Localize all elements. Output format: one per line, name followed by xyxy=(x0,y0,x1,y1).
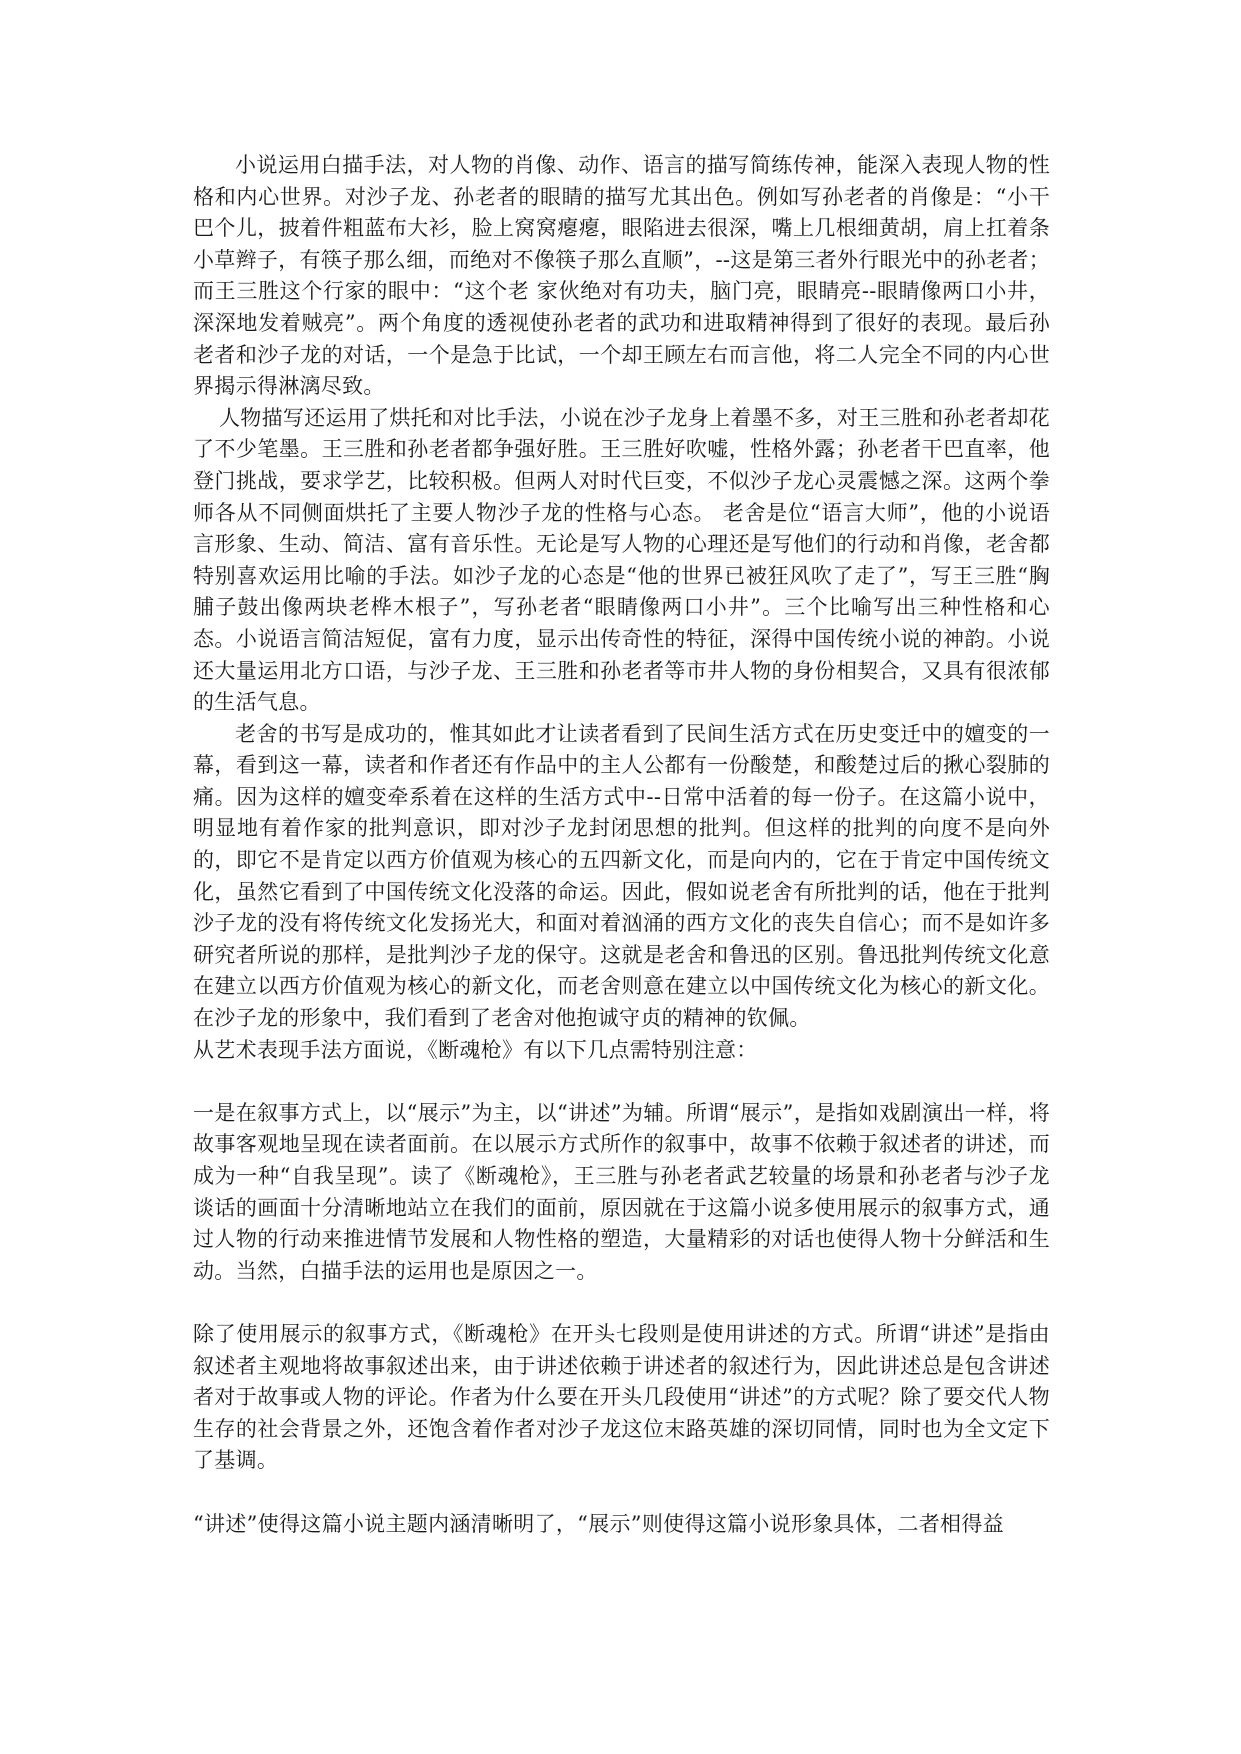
paragraph-2: 人物描写还运用了烘托和对比手法，小说在沙子龙身上着墨不多，对王三胜和孙老者却花了不少笔墨。王三胜和孙老者都争强好胜。王三胜好吹嘘，性格外露；孙老者干巴直率，他登门挑战，要求学艺，比较积极。但两人对时代巨变，不似沙子龙心灵震憾之深。这两个拳师各从不同侧面烘托了主要人物沙子龙的性格与心态。 老舍是位“语言大师”，他的小说语言形象、生动、简洁、富有音乐性。无论是写人物的心理还是写他们的行动和肖像，老舍都特别喜欢运用比喻的手法。如沙子龙的心态是“他的世界已被狂风吹了走了”，写王三胜“胸脯子鼓出像两块老桦木根子”，写孙老者“眼睛像两口小井”。三个比喻写出三种性格和心态。小说语言简洁短促，富有力度，显示出传奇性的特征，深得中国传统小说的神韵。小说还大量运用北方口语，与沙子龙、王三胜和孙老者等市井人物的身份相契合，又具有很浓郁的生活气息。 xyxy=(193,405,1050,715)
paragraph-1: 小说运用白描手法，对人物的肖像、动作、语言的描写简练传神，能深入表现人物的性格和内心世界。对沙子龙、孙老者的眼睛的描写尤其出色。例如写孙老者的肖像是：“小干巴个儿，披着件粗蓝布大衫，脸上窝窝瘪瘪，眼陷进去很深，嘴上几根细黄胡，肩上扛着条小草辫子，有筷子那么细，而绝对不像筷子那么直顺”，--这是第三者外行眼光中的孙老者；而王三胜这个行家的眼中：“这个老 家伙绝对有功夫，脑门亮，眼睛亮--眼睛像两口小井，深深地发着贼亮”。两个角度的透视使孙老者的武功和进取精神得到了很好的表现。最后孙老者和沙子龙的对话，一个是急于比试，一个却王顾左右而言他，将二人完全不同的内心世界揭示得淋漓尽致。 xyxy=(193,153,1050,399)
paragraph-7: “讲述”使得这篇小说主题内涵清晰明了，“展示”则使得这篇小说形象具体，二者相得益 xyxy=(193,1511,1004,1536)
paragraph-4: 从艺术表现手法方面说，《断魂枪》有以下几点需特别注意： xyxy=(193,1037,758,1062)
paragraph-6: 除了使用展示的叙事方式，《断魂枪》在开头七段则是使用讲述的方式。所谓“讲述”是指由叙述者主观地将故事叙述出来，由于讲述依赖于讲述者的叙述行为，因此讲述总是包含讲述者对于故事或人物的评论。作者为什么要在开头几段使用“讲述”的方式呢？除了要交代人物生存的社会背景之外，还饱含着作者对沙子龙这位末路英雄的深切同情，同时也为全文定下了基调。 xyxy=(193,1321,1050,1473)
document-page xyxy=(193,150,1050,1540)
paragraph-5: 一是在叙事方式上，以“展示”为主，以“讲述”为辅。所谓“展示”，是指如戏剧演出一样，将故事客观地呈现在读者面前。在以展示方式所作的叙事中，故事不依赖于叙述者的讲述，而成为一种“自我呈现”。读了《断魂枪》，王三胜与孙老者武艺较量的场景和孙老者与沙子龙谈话的画面十分清晰地站立在我们的面前，原因就在于这篇小说多使用展示的叙事方式，通过人物的行动来推进情节发展和人物性格的塑造，大量精彩的对话也使得人物十分鲜活和生动。当然，白描手法的运用也是原因之一。 xyxy=(193,1100,1050,1283)
paragraph-3: 老舍的书写是成功的，惟其如此才让读者看到了民间生活方式在历史变迁中的嬗变的一幕，看到这一幕，读者和作者还有作品中的主人公都有一份酸楚，和酸楚过后的揪心裂肺的痛。因为这样的嬗变牵系着在这样的生活方式中--日常中活着的每一份子。在这篇小说中，明显地有着作家的批判意识，即对沙子龙封闭思想的批判。但这样的批判的向度不是向外的，即它不是肯定以西方价值观为核心的五四新文化，而是向内的，它在于肯定中国传统文化，虽然它看到了中国传统文化没落的命运。因此，假如说老舍有所批判的话，他在于批判沙子龙的没有将传统文化发扬光大，和面对着汹涌的西方文化的丧失自信心；而不是如许多研究者所说的那样，是批判沙子龙的保守。这就是老舍和鲁迅的区别。鲁迅批判传统文化意在建立以西方价值观为核心的新文化，而老舍则意在建立以中国传统文化为核心的新文化。在沙子龙的形象中，我们看到了老舍对他抱诚守贞的精神的钦佩。 xyxy=(193,721,1050,1031)
